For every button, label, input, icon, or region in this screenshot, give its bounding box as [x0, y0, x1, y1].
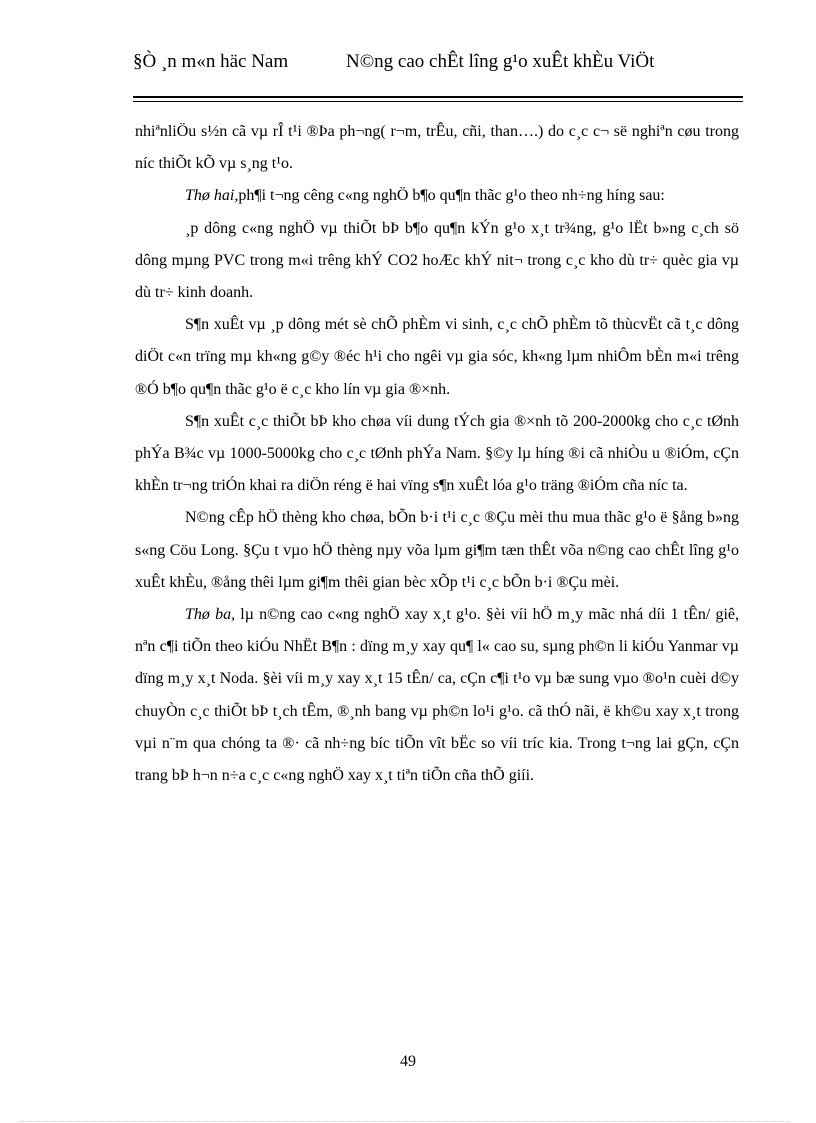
paragraph-4: S¶n xuÊt vµ ¸p dông mét sè chÕ phÈm vi sinh, c¸c chÕ phÈm tõ thùcvËt cã t¸c dông diÖt c«n trïng mµ kh«ng g©y ®éc h¹i cho ngêi vµ gia sóc, kh«ng lµm nhiÔm bÈn m«i trêng ®Ó b¶o qu¶n thãc g¹o ë c¸c kho lín vµ gia ®×nh.	[135, 316, 739, 398]
paragraph-7-lead: Thø ba,	[185, 606, 236, 624]
header-right-title: N©ng cao chÊt lîng g¹o xuÊt khÈu ViÖt	[346, 51, 655, 72]
page-header	[133, 50, 743, 97]
document-body	[135, 116, 739, 792]
paragraph-5: S¶n xuÊt c¸c thiÕt bÞ kho chøa víi dung tÝch gia ®×nh tõ 200-2000kg cho c¸c tØnh phÝa B¾c vµ 1000-5000kg cho c¸c tØnh phÝa Nam. §©y lµ híng ®i cã nhiÒu u ®iÓm, cÇn khÈn tr¬ng triÓn khai ra diÖn réng ë hai vïng s¶n xuÊt lóa g¹o träng ®iÓm cña níc ta.	[135, 412, 739, 495]
paragraph-2-text: ph¶i t¬ng cêng c«ng nghÖ b¶o qu¶n thãc g¹o theo nh÷ng híng sau:	[238, 187, 665, 205]
paragraph-1: nhiªnliÖu s½n cã vµ rÎ t¹i ®Þa ph¬ng( r¬m, trÊu, cñi, than….) do c¸c c¬ së nghiªn cøu trong níc thiÕt kÕ vµ s¸ng t¹o.	[135, 123, 739, 173]
paragraph-2	[135, 180, 739, 212]
paragraph-6: N©ng cÊp hÖ thèng kho chøa, bÕn b·i t¹i c¸c ®Çu mèi thu mua thãc g¹o ë §ång b»ng s«ng Cöu Long. §Çu t vµo hÖ thèng nµy võa lµm gi¶m tæn thÊt võa n©ng cao chÊt lîng g¹o xuÊt khÈu, ®ång thêi lµm gi¶m thêi gian bèc xÕp t¹i c¸c bÕn b·i ®Çu mèi.	[135, 509, 739, 591]
paragraph-2-lead: Thø hai,	[185, 187, 239, 205]
paragraph-7	[135, 599, 739, 792]
header-rule-thin	[133, 101, 743, 102]
header-rule-thick	[133, 96, 743, 98]
page-number: 49	[400, 1053, 416, 1070]
header-left-title: §Ò ¸n m«n häc Nam	[133, 51, 289, 72]
footer-dotted-line	[20, 1121, 790, 1122]
paragraph-7-text: lµ n©ng cao c«ng nghÖ xay x¸t g¹o. §èi víi hÖ m¸y mãc nhá díi 1 tÊn/ giê, nªn c¶i tiÕn theo kiÓu NhËt B¶n : dïng m¸y xay qu¶ l« cao su, sµng ph©n li kiÓu Yanmar vµ dïng m¸y x¸t Noda. §èi víi m¸y xay x¸t 15 tÊn/ ca, cÇn c¶i t¹o vµ bæ sung vµo ®o¹n cuèi d©y chuyÒn c¸c thiÕt bÞ t¸ch tÊm, ®¸nh bang vµ ph©n lo¹i g¹o. cã thÓ nãi, ë kh©u xay x¸t trong vµi n¨m qua chóng ta ®· cã nh÷ng bíc tiÕn vît bËc so víi tríc kia. Trong t¬ng lai gÇn, cÇn trang bÞ h¬n n÷a c¸c c«ng nghÖ xay x¸t tiªn tiÕn cña thÕ giíi.	[135, 606, 740, 785]
paragraph-3: ¸p dông c«ng nghÖ vµ thiÕt bÞ b¶o qu¶n kÝn g¹o x¸t tr¾ng, g¹o lËt b»ng c¸ch sö dông mµng PVC trong m«i trêng khÝ CO2 hoÆc khÝ nit¬ trong c¸c kho dù tr÷ quèc gia vµ dù tr÷ kinh doanh.	[135, 219, 739, 302]
